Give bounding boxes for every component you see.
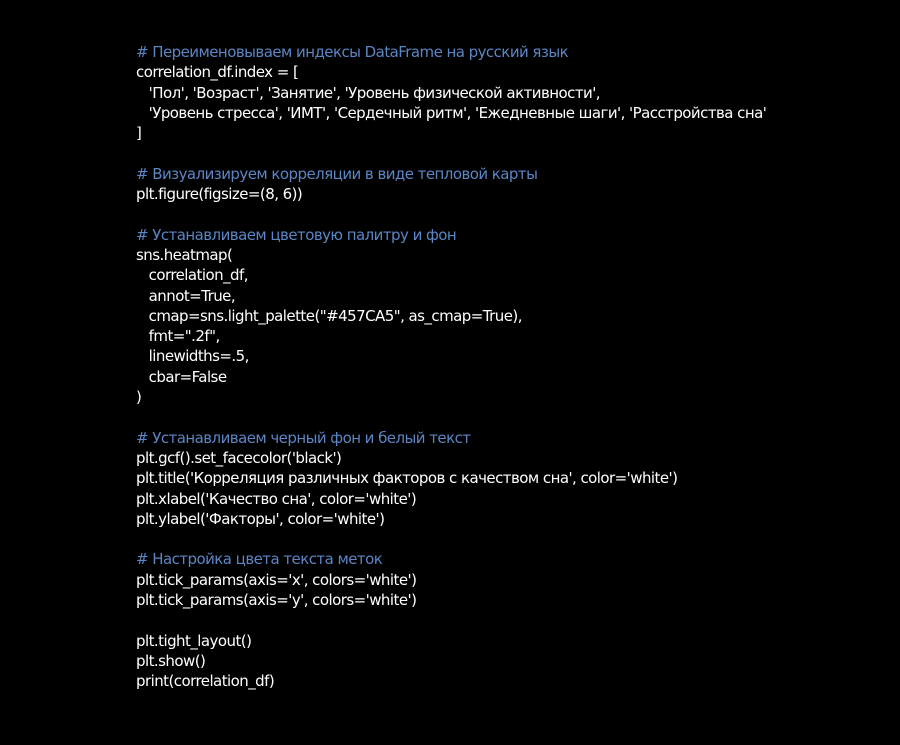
code-line: plt.ylabel('Факторы', color='white'): [136, 509, 385, 528]
code-line: plt.title('Корреляция различных факторов с качеством сна', color='white'): [136, 469, 678, 488]
code-line: ): [136, 388, 142, 407]
code-line: annot=True,: [136, 286, 236, 305]
code-line: fmt=".2f",: [136, 327, 220, 346]
code-line-comment: # Устанавливаем черный фон и белый текст: [136, 428, 471, 447]
code-line-blank: [136, 204, 876, 224]
code-line-blank: [136, 610, 876, 630]
code-line: plt.gcf().set_facecolor('black'): [136, 448, 342, 467]
code-line: linewidths=.5,: [136, 347, 249, 366]
code-line: cmap=sns.light_palette("#457CA5", as_cmap=True),: [136, 306, 522, 325]
code-line-comment: # Настройка цвета текста меток: [136, 550, 383, 569]
code-line-blank: [136, 407, 876, 427]
code-line: plt.xlabel('Качество сна', color='white'): [136, 489, 417, 508]
code-line: correlation_df,: [136, 266, 248, 285]
code-line: 'Пол', 'Возраст', 'Занятие', 'Уровень физической активности',: [136, 83, 601, 102]
code-line: plt.show(): [136, 651, 206, 670]
code-line: plt.tight_layout(): [136, 631, 252, 650]
code-line: sns.heatmap(: [136, 245, 233, 264]
code-line: plt.tick_params(axis='y', colors='white'): [136, 591, 417, 610]
code-line-blank: [136, 143, 876, 163]
code-line-comment: # Визуализируем корреляции в виде тепловой карты: [136, 164, 538, 183]
code-line-comment: # Переименовываем индексы DataFrame на русский язык: [136, 43, 569, 61]
code-line: plt.figure(figsize=(8, 6)): [136, 185, 303, 204]
code-line: plt.tick_params(axis='x', colors='white'): [136, 570, 417, 589]
code-line: 'Уровень стресса', 'ИМТ', 'Сердечный ритм', 'Ежедневные шаги', 'Расстройства сна': [136, 103, 767, 122]
code-line: ]: [136, 124, 142, 143]
code-line: correlation_df.index = [: [136, 63, 299, 82]
code-line: cbar=False: [136, 367, 227, 386]
code-line: print(correlation_df): [136, 672, 275, 691]
code-line-comment: # Устанавливаем цветовую палитру и фон: [136, 225, 457, 244]
code-block: [136, 42, 876, 692]
code-line-blank: [136, 529, 876, 549]
